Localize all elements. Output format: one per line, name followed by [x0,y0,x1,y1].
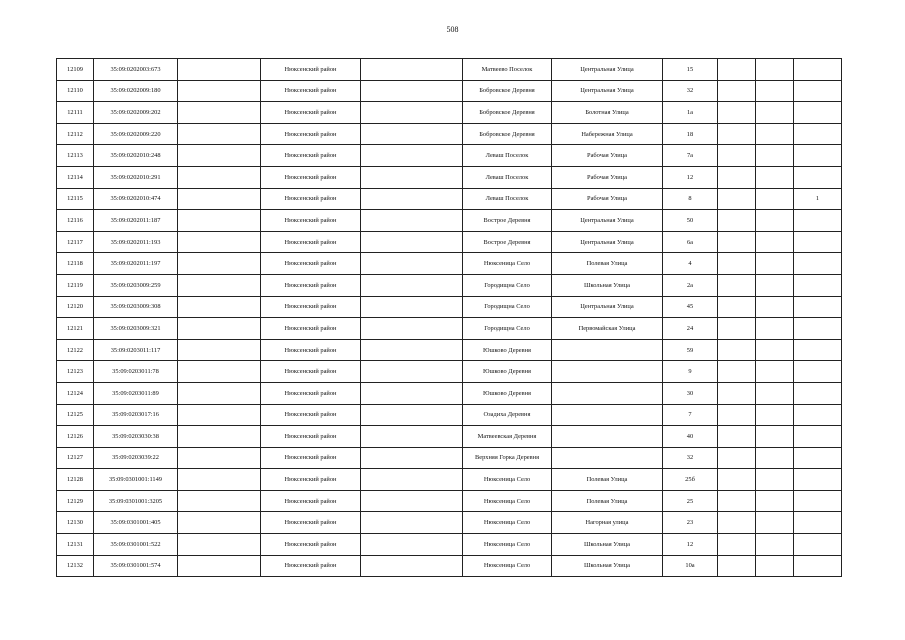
empty-cell [756,555,794,577]
district-cell: Нюксенский район [261,296,361,318]
empty-cell [361,555,463,577]
district-cell: Нюксенский район [261,188,361,210]
empty-cell [361,274,463,296]
empty-cell [361,231,463,253]
district-cell: Нюксенский район [261,123,361,145]
district-cell: Нюксенский район [261,426,361,448]
table-row [57,490,842,512]
empty-cell [361,490,463,512]
extra-value-cell [794,253,842,275]
empty-cell [718,59,756,81]
house-number-cell: 18 [663,123,718,145]
table-row [57,59,842,81]
empty-cell [756,404,794,426]
street-cell: Нагорная улица [552,512,663,534]
cadastral-number-cell: 35:09:0202011:197 [94,253,178,275]
cadastral-number-cell: 35:09:0203039:22 [94,447,178,469]
empty-cell [756,253,794,275]
extra-value-cell [794,555,842,577]
table-row [57,166,842,188]
empty-cell [361,296,463,318]
street-cell: Полевая Улица [552,469,663,491]
record-number-cell: 12128 [57,469,94,491]
empty-cell [361,188,463,210]
extra-value-cell [794,274,842,296]
district-cell: Нюксенский район [261,166,361,188]
house-number-cell: 2а [663,274,718,296]
extra-value-cell [794,318,842,340]
empty-cell [178,447,261,469]
empty-cell [718,382,756,404]
empty-cell [178,404,261,426]
house-number-cell: 40 [663,426,718,448]
house-number-cell: 50 [663,210,718,232]
settlement-cell: Бобровское Деревня [463,123,552,145]
extra-value-cell [794,404,842,426]
cadastral-number-cell: 35:09:0202011:187 [94,210,178,232]
record-number-cell: 12125 [57,404,94,426]
cadastral-number-cell: 35:09:0301001:1149 [94,469,178,491]
extra-value-cell [794,469,842,491]
empty-cell [178,555,261,577]
district-cell: Нюксенский район [261,80,361,102]
district-cell: Нюксенский район [261,512,361,534]
settlement-cell: Городищна Село [463,274,552,296]
empty-cell [178,382,261,404]
record-number-cell: 12117 [57,231,94,253]
empty-cell [718,555,756,577]
street-cell: Школьная Улица [552,274,663,296]
district-cell: Нюксенский район [261,210,361,232]
settlement-cell: Вострое Деревня [463,210,552,232]
house-number-cell: 32 [663,80,718,102]
empty-cell [756,274,794,296]
district-cell: Нюксенский район [261,469,361,491]
empty-cell [178,123,261,145]
street-cell [552,426,663,448]
street-cell [552,404,663,426]
empty-cell [756,145,794,167]
cadastral-number-cell: 35:09:0301001:522 [94,534,178,556]
record-number-cell: 12113 [57,145,94,167]
empty-cell [361,145,463,167]
record-number-cell: 12131 [57,534,94,556]
cadastral-number-cell: 35:09:0202003:673 [94,59,178,81]
empty-cell [756,231,794,253]
cadastral-number-cell: 35:09:0301001:574 [94,555,178,577]
district-cell: Нюксенский район [261,382,361,404]
empty-cell [756,59,794,81]
property-registry-table [56,58,842,577]
empty-cell [718,210,756,232]
settlement-cell: Леваш Поселок [463,188,552,210]
settlement-cell: Леваш Поселок [463,166,552,188]
settlement-cell: Нюксеница Село [463,555,552,577]
extra-value-cell [794,382,842,404]
extra-value-cell [794,296,842,318]
settlement-cell: Городищна Село [463,318,552,340]
extra-value-cell [794,361,842,383]
district-cell: Нюксенский район [261,404,361,426]
extra-value-cell [794,102,842,124]
district-cell: Нюксенский район [261,361,361,383]
empty-cell [178,102,261,124]
house-number-cell: 25б [663,469,718,491]
empty-cell [361,361,463,383]
street-cell: Центральная Улица [552,59,663,81]
district-cell: Нюксенский район [261,253,361,275]
empty-cell [361,210,463,232]
empty-cell [756,210,794,232]
table-row [57,404,842,426]
table-row [57,318,842,340]
street-cell [552,361,663,383]
settlement-cell: Матвеевская Деревня [463,426,552,448]
empty-cell [756,80,794,102]
cadastral-number-cell: 35:09:0202010:474 [94,188,178,210]
district-cell: Нюксенский район [261,231,361,253]
empty-cell [718,253,756,275]
street-cell: Рабочая Улица [552,145,663,167]
record-number-cell: 12109 [57,59,94,81]
empty-cell [718,231,756,253]
empty-cell [756,318,794,340]
empty-cell [178,166,261,188]
cadastral-number-cell: 35:09:0203009:308 [94,296,178,318]
empty-cell [718,166,756,188]
house-number-cell: 30 [663,382,718,404]
extra-value-cell [794,231,842,253]
cadastral-number-cell: 35:09:0301001:3205 [94,490,178,512]
district-cell: Нюксенский район [261,447,361,469]
street-cell: Центральная Улица [552,296,663,318]
cadastral-number-cell: 35:09:0203009:259 [94,274,178,296]
record-number-cell: 12124 [57,382,94,404]
district-cell: Нюксенский район [261,274,361,296]
empty-cell [756,469,794,491]
street-cell: Центральная Улица [552,210,663,232]
table-row [57,447,842,469]
record-number-cell: 12129 [57,490,94,512]
empty-cell [178,253,261,275]
cadastral-number-cell: 35:09:0202009:180 [94,80,178,102]
empty-cell [718,296,756,318]
empty-cell [718,80,756,102]
cadastral-number-cell: 35:09:0301001:405 [94,512,178,534]
table-row [57,555,842,577]
table-row [57,123,842,145]
empty-cell [718,426,756,448]
empty-cell [361,80,463,102]
empty-cell [178,339,261,361]
cadastral-number-cell: 35:09:0202010:248 [94,145,178,167]
empty-cell [361,102,463,124]
district-cell: Нюксенский район [261,555,361,577]
empty-cell [718,339,756,361]
empty-cell [178,59,261,81]
empty-cell [361,404,463,426]
settlement-cell: Нюксеница Село [463,490,552,512]
table-row [57,253,842,275]
street-cell: Полевая Улица [552,490,663,512]
empty-cell [756,339,794,361]
record-number-cell: 12115 [57,188,94,210]
district-cell: Нюксенский район [261,490,361,512]
settlement-cell: Вострое Деревня [463,231,552,253]
house-number-cell: 8 [663,188,718,210]
street-cell: Рабочая Улица [552,166,663,188]
empty-cell [178,210,261,232]
empty-cell [718,469,756,491]
record-number-cell: 12132 [57,555,94,577]
empty-cell [361,339,463,361]
record-number-cell: 12120 [57,296,94,318]
house-number-cell: 32 [663,447,718,469]
extra-value-cell [794,512,842,534]
house-number-cell: 45 [663,296,718,318]
extra-value-cell [794,447,842,469]
house-number-cell: 15 [663,59,718,81]
street-cell: Набережная Улица [552,123,663,145]
settlement-cell: Бобровское Деревня [463,102,552,124]
empty-cell [756,361,794,383]
record-number-cell: 12127 [57,447,94,469]
table-row [57,426,842,448]
empty-cell [361,382,463,404]
table-row [57,382,842,404]
settlement-cell: Матвеево Поселок [463,59,552,81]
empty-cell [178,426,261,448]
cadastral-number-cell: 35:09:0203017:16 [94,404,178,426]
empty-cell [756,102,794,124]
empty-cell [756,382,794,404]
empty-cell [178,318,261,340]
extra-value-cell [794,210,842,232]
table-row [57,296,842,318]
settlement-cell: Юшково Деревня [463,361,552,383]
house-number-cell: 7а [663,145,718,167]
table-row [57,210,842,232]
record-number-cell: 12114 [57,166,94,188]
settlement-cell: Городищна Село [463,296,552,318]
record-number-cell: 12126 [57,426,94,448]
empty-cell [756,534,794,556]
empty-cell [756,512,794,534]
settlement-cell: Нюксеница Село [463,534,552,556]
record-number-cell: 12121 [57,318,94,340]
street-cell: Полевая Улица [552,253,663,275]
settlement-cell: Леваш Поселок [463,145,552,167]
registry-body [57,59,842,577]
district-cell: Нюксенский район [261,102,361,124]
street-cell [552,382,663,404]
empty-cell [178,231,261,253]
house-number-cell: 6а [663,231,718,253]
extra-value-cell [794,339,842,361]
empty-cell [361,426,463,448]
empty-cell [178,145,261,167]
empty-cell [361,166,463,188]
extra-value-cell [794,145,842,167]
house-number-cell: 1а [663,102,718,124]
empty-cell [361,512,463,534]
cadastral-number-cell: 35:09:0202011:193 [94,231,178,253]
house-number-cell: 25 [663,490,718,512]
table-row [57,469,842,491]
table-row [57,145,842,167]
empty-cell [361,253,463,275]
empty-cell [178,490,261,512]
extra-value-cell [794,534,842,556]
street-cell [552,339,663,361]
empty-cell [361,318,463,340]
house-number-cell: 23 [663,512,718,534]
cadastral-number-cell: 35:09:0203011:117 [94,339,178,361]
table-row [57,231,842,253]
extra-value-cell [794,426,842,448]
empty-cell [178,361,261,383]
empty-cell [756,188,794,210]
house-number-cell: 12 [663,534,718,556]
street-cell: Школьная Улица [552,534,663,556]
empty-cell [361,123,463,145]
house-number-cell: 9 [663,361,718,383]
empty-cell [718,274,756,296]
record-number-cell: 12110 [57,80,94,102]
empty-cell [361,59,463,81]
empty-cell [756,166,794,188]
empty-cell [178,534,261,556]
house-number-cell: 59 [663,339,718,361]
house-number-cell: 4 [663,253,718,275]
empty-cell [718,123,756,145]
record-number-cell: 12118 [57,253,94,275]
empty-cell [756,123,794,145]
record-number-cell: 12112 [57,123,94,145]
street-cell: Рабочая Улица [552,188,663,210]
district-cell: Нюксенский район [261,145,361,167]
empty-cell [718,102,756,124]
district-cell: Нюксенский район [261,318,361,340]
empty-cell [718,361,756,383]
record-number-cell: 12116 [57,210,94,232]
settlement-cell: Озадиха Деревня [463,404,552,426]
record-number-cell: 12122 [57,339,94,361]
house-number-cell: 10а [663,555,718,577]
district-cell: Нюксенский район [261,59,361,81]
empty-cell [178,512,261,534]
district-cell: Нюксенский район [261,534,361,556]
table-row [57,534,842,556]
street-cell: Первомайская Улица [552,318,663,340]
extra-value-cell: 1 [794,188,842,210]
table-row [57,512,842,534]
table-row [57,102,842,124]
street-cell [552,447,663,469]
settlement-cell: Нюксеница Село [463,512,552,534]
house-number-cell: 12 [663,166,718,188]
empty-cell [718,490,756,512]
empty-cell [718,447,756,469]
cadastral-number-cell: 35:09:0203011:89 [94,382,178,404]
settlement-cell: Нюксеница Село [463,253,552,275]
empty-cell [718,404,756,426]
settlement-cell: Бобровское Деревня [463,80,552,102]
empty-cell [178,469,261,491]
empty-cell [361,447,463,469]
settlement-cell: Юшково Деревня [463,382,552,404]
house-number-cell: 24 [663,318,718,340]
empty-cell [756,426,794,448]
extra-value-cell [794,59,842,81]
record-number-cell: 12111 [57,102,94,124]
empty-cell [718,512,756,534]
cadastral-number-cell: 35:09:0203011:78 [94,361,178,383]
empty-cell [178,80,261,102]
extra-value-cell [794,166,842,188]
cadastral-number-cell: 35:09:0202010:291 [94,166,178,188]
table-row [57,274,842,296]
table-row [57,80,842,102]
empty-cell [178,188,261,210]
empty-cell [718,188,756,210]
street-cell: Центральная Улица [552,80,663,102]
cadastral-number-cell: 35:09:0203030:38 [94,426,178,448]
street-cell: Болотная Улица [552,102,663,124]
extra-value-cell [794,80,842,102]
record-number-cell: 12123 [57,361,94,383]
page-number: 508 [446,25,459,34]
empty-cell [718,145,756,167]
table-row [57,188,842,210]
cadastral-number-cell: 35:09:0202009:202 [94,102,178,124]
empty-cell [178,296,261,318]
empty-cell [756,447,794,469]
extra-value-cell [794,123,842,145]
record-number-cell: 12130 [57,512,94,534]
table-row [57,339,842,361]
settlement-cell: Нюксеница Село [463,469,552,491]
empty-cell [718,534,756,556]
street-cell: Школьная Улица [552,555,663,577]
empty-cell [718,318,756,340]
cadastral-number-cell: 35:09:0202009:220 [94,123,178,145]
street-cell: Центральная Улица [552,231,663,253]
extra-value-cell [794,490,842,512]
empty-cell [756,490,794,512]
empty-cell [361,534,463,556]
settlement-cell: Верхняя Горка Деревня [463,447,552,469]
empty-cell [178,274,261,296]
district-cell: Нюксенский район [261,339,361,361]
cadastral-number-cell: 35:09:0203009:321 [94,318,178,340]
record-number-cell: 12119 [57,274,94,296]
empty-cell [756,296,794,318]
settlement-cell: Юшково Деревня [463,339,552,361]
empty-cell [361,469,463,491]
table-row [57,361,842,383]
house-number-cell: 7 [663,404,718,426]
